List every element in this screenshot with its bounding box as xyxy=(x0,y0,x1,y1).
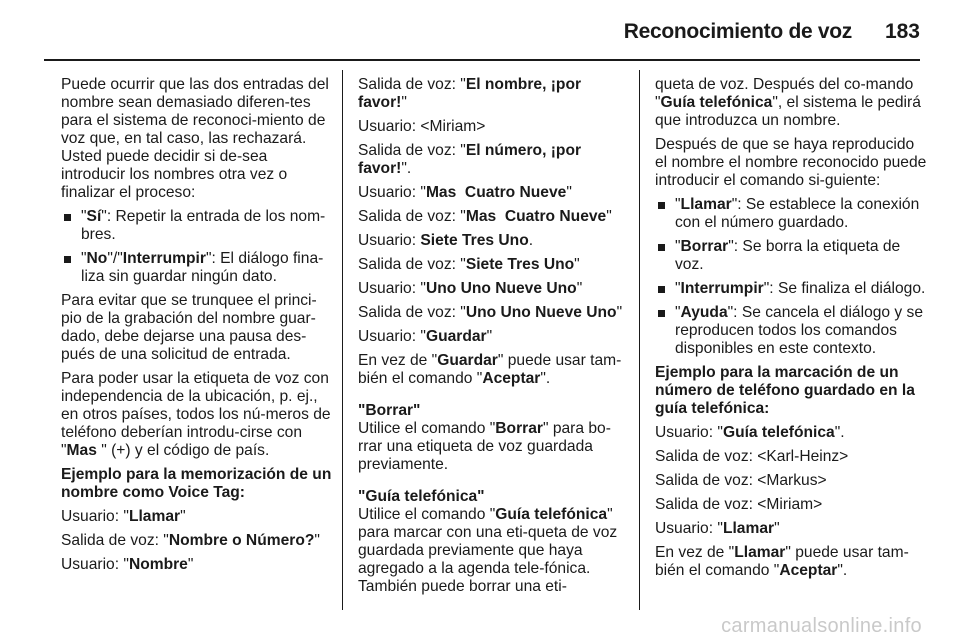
paragraph: Para poder usar la etiqueta de voz con independencia de la ubicación, p. ej., en otros países, todos los nú-meros de teléfono deberían introdu-cirse con "Mas " (+) y el código de país. xyxy=(61,370,331,459)
keyword: Interrumpir xyxy=(122,250,206,267)
paragraph: En vez de "Guardar" puede usar tam-bién el comando "Aceptar". xyxy=(358,352,622,387)
paragraph: Para evitar que se trunquee el princi-pio de la grabación del nombre guar-dado, debe dejarse una pausa des-pués de una solicitud de entrada. xyxy=(61,292,317,363)
text-column-left xyxy=(61,76,333,580)
dialog-line: Salida de voz: "El número, ¡por favor!". xyxy=(358,142,582,177)
page-header xyxy=(0,0,960,58)
dialog-line: Usuario: "Guía telefónica". xyxy=(655,424,845,441)
dialog-line: Usuario: "Nombre" xyxy=(61,556,194,573)
dialog-line: Salida de voz: "Uno Uno Nueve Uno" xyxy=(358,304,623,321)
dialog-line: Salida de voz: "El nombre, ¡por favor!" xyxy=(358,76,582,111)
keyword: Mas xyxy=(66,442,97,459)
dialog-line: Usuario: "Llamar" xyxy=(61,508,186,525)
dialog-line: Usuario: "Guardar" xyxy=(358,328,493,345)
paragraph: Utilice el comando "Borrar" para bo-rrar una etiqueta de voz guardada previamente. xyxy=(358,420,611,473)
keyword: No xyxy=(86,250,108,267)
dialog-line: Usuario: "Uno Uno Nueve Uno" xyxy=(358,280,583,297)
paragraph: queta de voz. Después del co-mando "Guía telefónica", el sistema le pedirá que introduzca un nombre. xyxy=(655,76,921,129)
section-heading: Ejemplo para la memorización de un nombre como Voice Tag: xyxy=(61,466,332,501)
section-heading: "Guía telefónica" xyxy=(358,488,485,505)
section-heading: "Borrar" xyxy=(358,402,421,419)
paragraph: Puede ocurrir que las dos entradas del nombre sean demasiado diferen-tes para el sistema de reconoci-miento de voz que, en tal caso, las rechazará. Usted puede decidir si de-sea introducir los nombres otra vez o finalizar el proceso: xyxy=(61,76,329,201)
paragraph: Después de que se haya reproducido el nombre el nombre reconocido puede introducir el comando si-guiente: xyxy=(655,136,927,189)
column-divider xyxy=(342,70,343,610)
column-divider xyxy=(639,70,640,610)
dialog-line: Usuario: Siete Tres Uno. xyxy=(358,232,534,249)
section-heading: Ejemplo para la marcación de un número de teléfono guardado en la guía telefónica: xyxy=(655,364,915,417)
bullet-item: "Interrumpir": Se finaliza el diálogo. xyxy=(655,280,927,298)
dialog-line: Salida de voz: <Miriam> xyxy=(655,496,823,513)
dialog-line: Salida de voz: <Markus> xyxy=(655,472,827,489)
keyword: Sí xyxy=(86,208,102,225)
header-rule xyxy=(44,59,920,61)
bullet-item: "No"/"Interrumpir": El diálogo fina-liza sin guardar ningún dato. xyxy=(61,250,333,286)
text-column-right xyxy=(655,76,927,586)
page-number: 183 xyxy=(884,20,920,43)
dialog-line: Salida de voz: "Siete Tres Uno" xyxy=(358,256,580,273)
bullet-item: "Ayuda": Se cancela el diálogo y se reproducen todos los comandos disponibles en este contexto. xyxy=(655,304,927,358)
bullet-item: "Borrar": Se borra la etiqueta de voz. xyxy=(655,238,927,274)
paragraph: En vez de "Llamar" puede usar tam-bién el comando "Aceptar". xyxy=(655,544,909,579)
text-column-middle xyxy=(358,76,626,602)
dialog-line: Salida de voz: <Karl-Heinz> xyxy=(655,448,849,465)
paragraph: Utilice el comando "Guía telefónica" para marcar con una eti-queta de voz guardada previamente que haya agregado a la agenda tele-fónica. También puede borrar una eti- xyxy=(358,506,618,595)
bullet-item: "Sí": Repetir la entrada de los nom-bres. xyxy=(61,208,333,244)
watermark: carmanualsonline.info xyxy=(721,615,922,637)
page-title: Reconocimiento de voz xyxy=(623,20,852,43)
dialog-line: Usuario: "Llamar" xyxy=(655,520,780,537)
dialog-line: Salida de voz: "Mas Cuatro Nueve" xyxy=(358,208,612,225)
dialog-line: Usuario: <Miriam> xyxy=(358,118,486,135)
bullet-item: "Llamar": Se establece la conexión con el número guardado. xyxy=(655,196,927,232)
dialog-line: Salida de voz: "Nombre o Número?" xyxy=(61,532,320,549)
dialog-line: Usuario: "Mas Cuatro Nueve" xyxy=(358,184,572,201)
